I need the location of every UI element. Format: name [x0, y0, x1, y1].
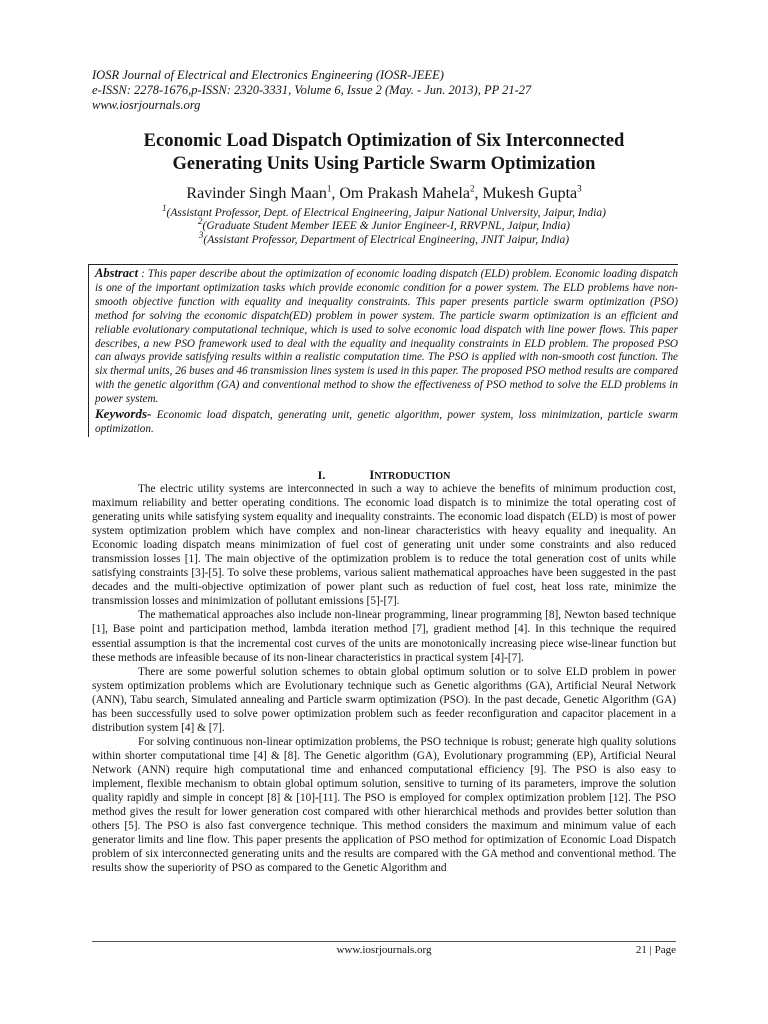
affiliation-mark: 2: [198, 216, 203, 227]
body-paragraph: The mathematical approaches also include non-linear programming, linear programming [8], Newton based technique [1], Base point and participation method, lambda iteration method [7], gradient method [4]. In this technique the required essential assumption is that the incremental cost curves of the units are monotonically increasing piece wise-linear function but these methods are infeasible because of its non-linear characteristics in practical system [4]-[7].: [92, 609, 676, 664]
footer-divider: [92, 941, 676, 942]
author-separator: ,: [474, 185, 483, 202]
journal-name: IOSR Journal of Electrical and Electronics Engineering (IOSR-JEEE): [92, 68, 444, 82]
author-name: Mukesh Gupta: [482, 185, 578, 202]
paper-title: [60, 130, 708, 176]
keywords-label: Keywords-: [95, 406, 152, 422]
author-name: Ravinder Singh Maan: [186, 185, 327, 202]
abstract-label: Abstract: [95, 266, 139, 280]
title-line-2: Generating Units Using Particle Swarm Optimization: [172, 154, 596, 174]
section-title-initial: I: [369, 468, 375, 482]
body-paragraph: The electric utility systems are interconnected in such a way to achieve the benefits of minimum production cost, maximum reliability and better operating conditions. The economic load dispatch is to minimize the total operating cost of generating units while satisfying system equality and inequality constraints. The economic load dispatch (ELD) is most of power system optimization problem which have complex and non-linear characteristics with heavy equality and inequality. An Economic loading dispatch means minimization of fuel cost of generating unit under some constraints and also reduced transmission losses [1]. The main objective of the optimization problem is to reduce the total generation cost of units while satisfying constraints [3]-[5]. To solve these problems, various salient mathematical approaches have been suggested in the past decades and the multi-objective optimization of power plant such as reduction of fuel cost, heat loss rate, minimize the transmission losses and minimization of pollutant emissions [5]-[7].: [92, 483, 676, 608]
author-separator: ,: [331, 185, 340, 202]
title-line-1: Economic Load Dispatch Optimization of Six Interconnected: [143, 131, 625, 151]
affiliation-text: (Assistant Professor, Dept. of Electrical Engineering, Jaipur National University, Jaipur, India): [166, 207, 606, 219]
journal-website[interactable]: www.iosrjournals.org: [92, 98, 201, 112]
body-paragraph: For solving continuous non-linear optimization problems, the PSO technique is robust; generate high quality solutions within shorter computational time [4] & [8]. The Genetic algorithm (GA), Evolutionary programming (EP), Artificial Neural Network (ANN) require high computational time and enhanced computational efficiency [9]. The PSO is also easy to implement, flexible mechanism to obtain global optimum solution, sensitive to turning of its parameters, improve the solution quality rapidly and simple in concept [8] & [10]-[11]. The PSO is employed for complex optimization problem [12]. The PSO method gives the result for lower generation cost compared with other hierarchical methods and provides better solution than others [5]. The PSO is also fast convergence technique. This method considers the maximum and minimum value of each generator limits and line flow. This paper presents the application of PSO method for optimization of Economic Load Dispatch problem of six interconnected generating units and the results are compared with the GA method and conventional method. The results show the superiority of PSO as compared to the Genetic Algorithm and: [92, 735, 676, 875]
journal-header: [92, 68, 692, 113]
author-affiliation-mark: 2: [469, 183, 475, 194]
abstract: [95, 267, 678, 407]
affiliation-item: [60, 216, 708, 233]
affiliation-mark: 3: [198, 229, 204, 240]
author-list: [60, 184, 708, 204]
body-paragraph: There are some powerful solution schemes to obtain global optimum solution or to solve ELD problem in power system optimization problems which are Evolutionary technique such as Genetic algorithms (GA), Artificial Neural Network (ANN), Tabu search, Simulated annealing and Particle swarm optimization (PSO). In the past decade, Genetic Algorithm (GA) has been successfully used to solve power optimization problem such as feeder reconfiguration and capacitor placement in a distribution system [4] & [7].: [92, 665, 676, 734]
journal-issn: e-ISSN: 2278-1676,p-ISSN: 2320-3331, Volume 6, Issue 2 (May. - Jun. 2013), PP 21-27: [92, 83, 532, 97]
affiliation-item: [60, 229, 708, 247]
author-affiliation-mark: 3: [577, 183, 582, 194]
section-title-rest: NTRODUCTION: [374, 471, 451, 482]
affiliation-mark: 1: [162, 203, 167, 214]
affiliation-item: [60, 203, 708, 220]
affiliation-list: [60, 203, 708, 247]
abstract-text: : This paper describe about the optimization of economic loading dispatch (ELD) problem. Economic loading dispatch is one of the important optimization tasks which provide economic condition for a power system. The ELD problems have non-smooth objective function with equality and inequality constraints. This paper presents particle swarm optimization (PSO) method for solving the economic dispatch(ED) problem in power system. The particle swarm optimization is an efficient and reliable evolutionary computational technique, which is used to solve economic load dispatch with line power flows. This paper describes, a new PSO framework used to deal with the equality and inequality constraints in ELD problem. The proposed PSO can always provide satisfying results within a realistic computation time. The PSO is applied with non-smooth cost function. The six thermal units, 26 buses and 46 transmission lines system is used in this paper. The proposed PSO method results are compared with the genetic algorithm (GA) and conventional method to show the effectiveness of PSO method to solve the ELD problems in power system.: [95, 268, 678, 406]
author-affiliation-mark: 1: [326, 183, 332, 194]
keywords: [95, 407, 678, 437]
section-number: I.: [317, 468, 326, 482]
keywords-text: Economic load dispatch, generating unit, genetic algorithm, power system, loss minimization, particle swarm optimization.: [95, 409, 678, 435]
section-body: [92, 482, 676, 875]
author-name: Om Prakash Mahela: [339, 185, 470, 202]
footer-url[interactable]: www.iosrjournals.org: [336, 944, 432, 956]
footer-page-number: 21 | Page: [635, 944, 676, 956]
abstract-box: [88, 264, 678, 437]
affiliation-text: (Assistant Professor, Department of Electrical Engineering, JNIT Jaipur, India): [203, 233, 570, 246]
affiliation-text: (Graduate Student Member IEEE & Junior Engineer-I, RRVPNL, Jaipur, India): [202, 220, 570, 233]
